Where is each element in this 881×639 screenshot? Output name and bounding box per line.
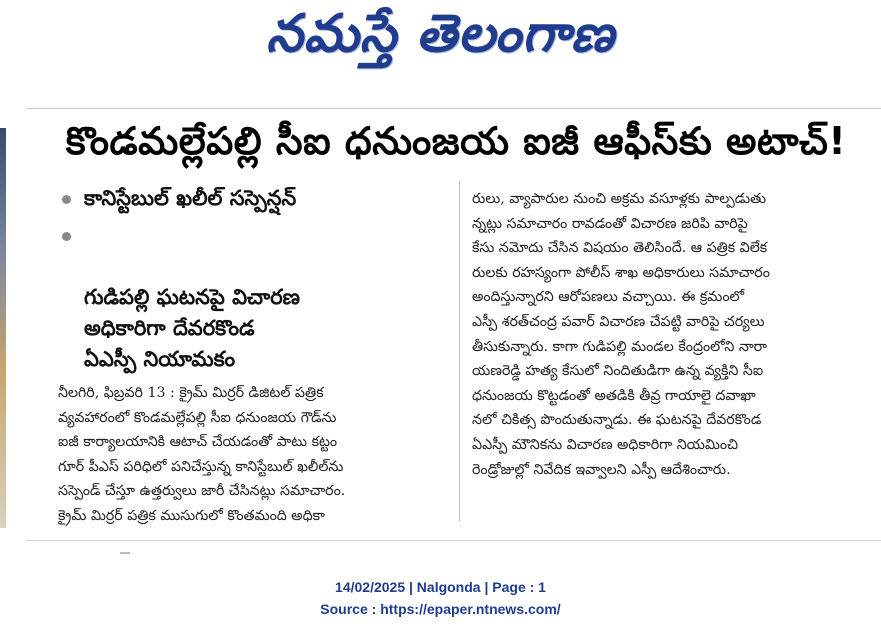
subheading-bullet [58,183,450,214]
cropped-text-fragment [120,552,130,554]
bullet-icon [62,232,71,241]
article-clipping [26,108,881,557]
adjacent-photo-strip [0,128,6,528]
left-column [58,183,450,529]
subheading-bullet [58,220,450,375]
subheading-text: కానిస్టేబుల్ ఖలీల్ సస్పెన్షన్ [84,186,297,210]
masthead [0,0,881,80]
bottom-divider [26,540,881,541]
right-column [472,187,864,482]
article-body-right: రులు, వ్యాపారుల నుంచి అక్రమ వసూళ్లకు పాల్పడుతు న్నట్లు సమాచారం రావడంతో విచారణ జరిపి వారిపై కేసు నమోదు చేసిన విషయం తెలిసిందే. ఆ పత్రిక విలేక రులకు రహస్యంగా పోలీస్ శాఖ అధికారులు సమాచారం అందిస్తున్నారని ఆరోపణలు వచ్చాయి. ఈ క్రమంలో ఎస్పీ శరత్‌చంద్ర పవార్ విచారణ చేపట్టి వారిపై చర్యలు తీసుకున్నారు. కాగా గుడిపల్లి మండల కేంద్రంలోని నారా యణరెడ్డి హత్య కేసులో నిందితుడిగా ఉన్న వ్యక్తిని సీఐ ధనుంజయ కొట్టడంతో అతడికి తీవ్ర గాయాలై దవాఖా నలో చికిత్స పొందుతున్నాడు. ఈ ఘటనపై దేవరకొండ ఏఎస్పీ మౌనికను విచారణ అధికారిగా నియమించి రెండ్రోజుల్లో నివేదిక ఇవ్వాలని ఎస్పీ ఆదేశించారు. [472,191,770,478]
article-headline: కొండమల్లేపల్లి సీఐ ధనుంజయ ఐజీ ఆఫీస్‌కు అటాచ్! [65,119,847,163]
bullet-icon [62,195,71,204]
newspaper-logo: నమస్తే తెలంగాణ [266,3,615,64]
source-link[interactable]: Source : https://epaper.ntnews.com/ [320,601,561,617]
column-divider [459,181,460,521]
article-body-left: నీలగిరి, ఫిబ్రవరి 13 : క్రైమ్ మిర్రర్ డిజిటల్ పత్రిక వ్యవహారంలో కొండమల్లేపల్లి సీఐ ధనుంజయ గౌడ్‌ను ఐజీ కార్యాలయానికి ఆటాచ్ చేయడంతో పాటు కట్టం గూర్ పీఎస్ పరిధిలో పనిచేస్తున్న కానిస్టేబుల్ ఖలీల్‌ను సస్పెండ్ చేస్తూ ఉత్తర్వులు జారీ చేసినట్లు సమాచారం. క్రైమ్ మిర్రర్ పత్రిక ముసుగులో కొంతమంది అధికా [58,385,346,524]
page-footer [0,576,881,620]
subheading-text: గుడిపల్లి ఘటనపై విచారణ అధికారిగా దేవరకొండ ఏఎస్పీ నియామకం [84,285,300,371]
edition-info: 14/02/2025 | Nalgonda | Page : 1 [335,579,546,595]
